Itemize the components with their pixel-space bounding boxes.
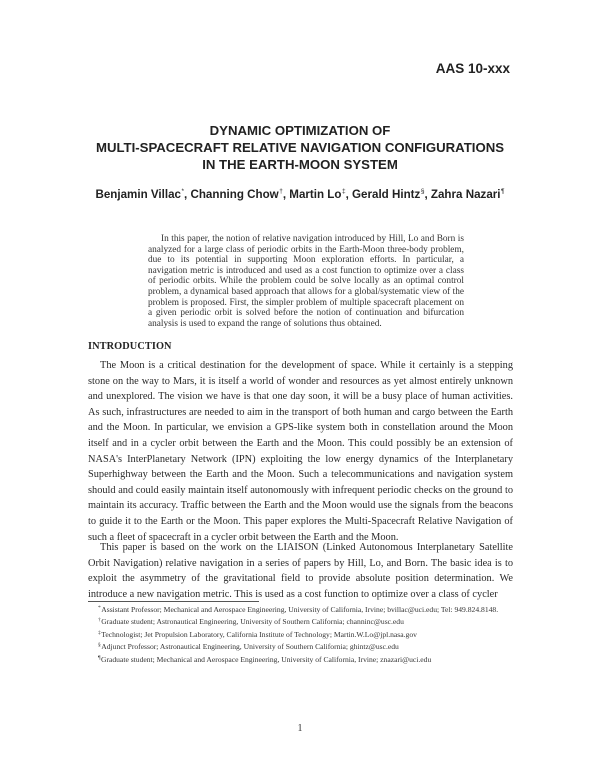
footnote <box>88 640 513 652</box>
footnote-text: Graduate student; Astronautical Engineering, University of Southern California; channinc@usc.edu <box>101 617 404 627</box>
author-separator: , <box>345 188 353 201</box>
report-id: AAS 10-xxx <box>435 61 510 76</box>
body-paragraph <box>88 358 513 545</box>
footnote-divider <box>88 601 259 602</box>
footnote-mark: † <box>98 617 101 624</box>
section-heading: INTRODUCTION <box>88 341 172 352</box>
title-line: DYNAMIC OPTIMIZATION OF <box>209 123 391 138</box>
footnote <box>88 628 513 640</box>
footnote-mark: ‡ <box>341 188 346 195</box>
author-separator: , <box>184 188 191 201</box>
footnote-text: Assistant Professor; Mechanical and Aerospace Engineering, University of California, Irvine; bvillac@uci.edu; Tel: 949.824.8148. <box>101 605 499 614</box>
abstract-text: In this paper, the notion of relative navigation introduced by Hill, Lo and Born is analyzed for a large class of periodic orbits in the Earth-Moon three-body problem, due to its potential in supporting Moon exploration efforts. In particular, a navigation metric is introduced and used as a cost function to optimize over a class of periodic orbits. While the problem could be solve locally as an optimal control problem, a dynamical based approach that allows for a global/systematic view of the problem is proposed. First, the simpler problem of multiple spacecraft placement on a given periodic orbit is solved before the notion of continuation and bifurcation analysis is used to expand the range of solutions thus obtained. <box>148 234 464 329</box>
footnote-mark: ¶ <box>501 188 505 195</box>
footnote-text: Technologist; Jet Propulsion Laboratory, California Institute of Technology; Martin.W.Lo@jpl.nasa.gov <box>101 629 417 639</box>
footnote <box>88 615 513 627</box>
author-list <box>0 188 600 201</box>
author-name: Zahra Nazari <box>430 188 501 201</box>
paper-title <box>0 122 600 173</box>
footnote-mark: * <box>181 188 185 195</box>
footnote-mark: * <box>98 605 101 611</box>
footnote-mark: § <box>420 188 425 195</box>
author-name: Channing Chow <box>190 188 279 201</box>
title-line: MULTI-SPACECRAFT RELATIVE NAVIGATION CONFIGURATIONS <box>95 140 505 155</box>
footnote-mark: ¶ <box>98 654 101 661</box>
footnote-text: Adjunct Professor; Astronautical Engineering, University of Southern California; ghintz@usc.edu <box>101 642 399 652</box>
footnote-mark: † <box>279 188 283 195</box>
paragraph-text: The Moon is a critical destination for the development of space. While it certainly is a stepping stone on the way to Mars, it is itself a world of wonder and resources as yet almost entirely unknown and unexplored. The vision we have is that one day soon, it will be a busy place of human activities. As such, infrastructures are needed to aim in the transport of both human and cargo between the Earth and the Moon. In particular, we envision a GPS-like system both in constellation around the Moon itself and in a cycler orbit between the Earth and the Moon. This could possibly be an extension of NASA's InterPlanetary Network (IPN) exploiting the low energy dynamics of the Interplanetary Superhighway between the Earth and the Moon. Such a telecommunications and navigation system should and could easily maintain itself autonomously with infrequent periodic checks on the ground to maintain its accuracy. Traffic between the Earth and the Moon would use the signals from the beacons to guide it to the Earth or the Moon. This paper explores the Multi-Spacecraft Relative Navigation of such a fleet of spacecraft in a cycler orbit between the Earth and the Moon. <box>88 360 513 543</box>
footnote <box>88 603 513 615</box>
paragraph-text: This paper is based on the work on the LIAISON (Linked Autonomous Interplanetary Satellite Orbit Navigation) relative navigation in a series of papers by Hill, Lo, and Born. The basic idea is to exploit the asymmetry of the gravitational field to provide absolute position determination. We introduce a new navigation metric. This is used as a cost function to optimize over a class of cycler <box>88 542 513 600</box>
body-paragraph <box>88 540 513 602</box>
title-line: IN THE EARTH-MOON SYSTEM <box>202 157 398 172</box>
author-name: Benjamin Villac <box>95 188 181 201</box>
footnote-mark: ‡ <box>98 629 101 636</box>
footnotes <box>88 603 513 665</box>
page-number: 1 <box>297 723 303 734</box>
author-name: Gerald Hintz <box>352 188 421 201</box>
author-name: Martin Lo <box>289 188 342 201</box>
author-separator: , <box>282 188 290 201</box>
footnote-text: Graduate student; Mechanical and Aerospace Engineering, University of California, Irvine; znazari@uci.edu <box>101 654 432 664</box>
footnote-mark: § <box>98 642 101 649</box>
author-separator: , <box>424 188 431 201</box>
abstract <box>148 234 464 329</box>
footnote <box>88 653 513 665</box>
